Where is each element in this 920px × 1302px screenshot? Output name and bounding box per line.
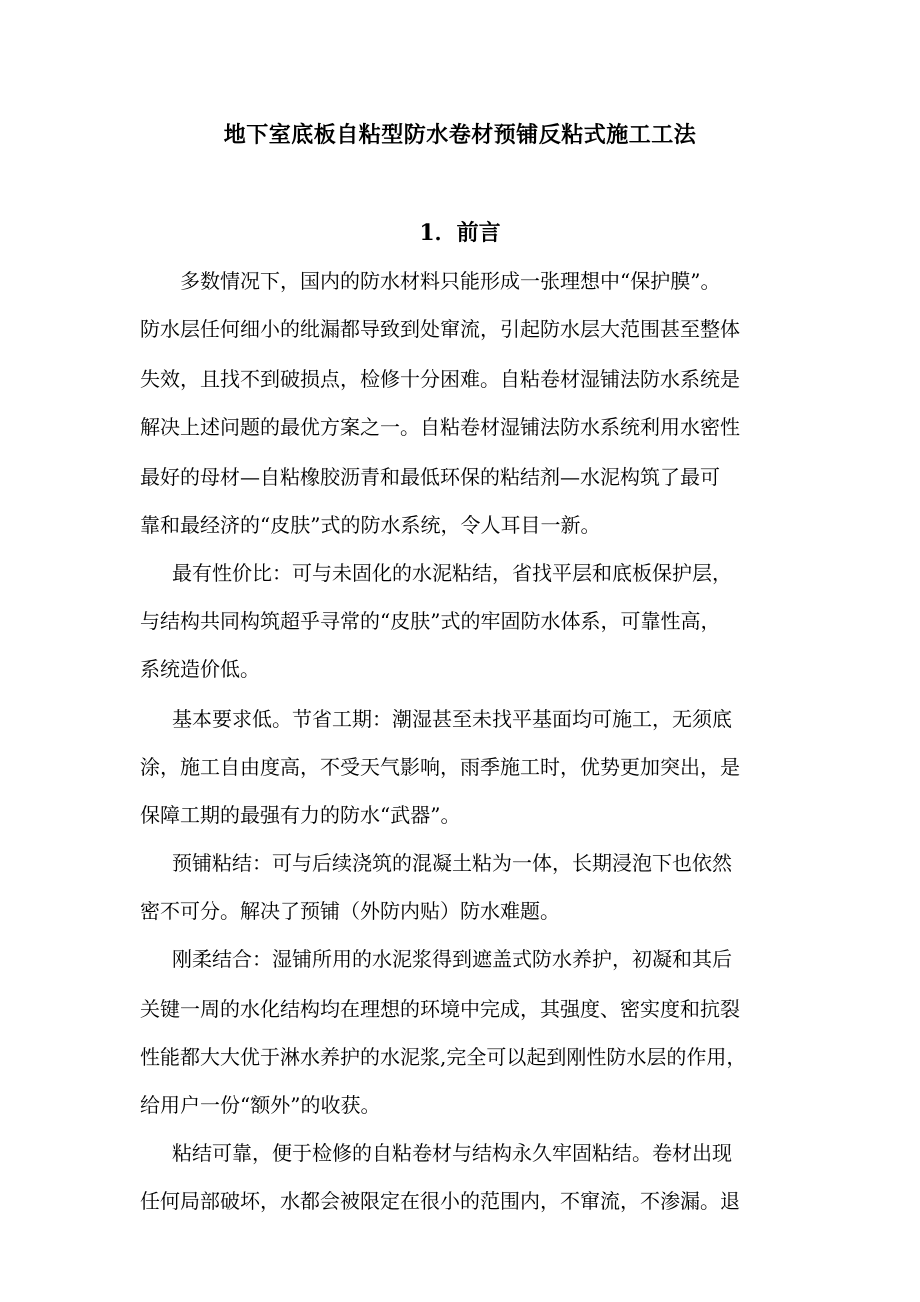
document-title: 地下室底板自粘型防水卷材预铺反粘式施工工法 [223, 122, 697, 148]
paragraph-line: 刚柔结合：湿铺所用的水泥浆得到遮盖式防水养护，初凝和其后 [172, 947, 732, 971]
paragraph-line: 保障工期的最强有力的防水“武器”。 [140, 803, 461, 827]
paragraph-line: 基本要求低。节省工期：潮湿甚至未找平基面均可施工，无须底 [172, 707, 732, 731]
paragraph-line: 涂，施工自由度高，不受天气影响，雨季施工时，优势更加突出，是 [140, 755, 740, 779]
paragraph-line: 给用户一份“额外”的收获。 [140, 1093, 381, 1117]
paragraph-line: 最有性价比：可与未固化的水泥粘结，省找平层和底板保护层， [172, 561, 732, 585]
paragraph-line: 防水层任何细小的纰漏都导致到处窜流，引起防水层大范围甚至整体 [140, 317, 740, 341]
paragraph-line: 系统造价低。 [140, 657, 260, 681]
paragraph-line: 关键一周的水化结构均在理想的环境中完成，其强度、密实度和抗裂 [140, 997, 740, 1021]
paragraph-line: 解决上述问题的最优方案之一。自粘卷材湿铺法防水系统利用水密性 [140, 415, 740, 439]
paragraph-line: 密不可分。解决了预铺（外防内贴）防水难题。 [140, 899, 560, 923]
paragraph-line: 失效，且找不到破损点，检修十分困难。自粘卷材湿铺法防水系统是 [140, 367, 740, 391]
paragraph-line: 预铺粘结：可与后续浇筑的混凝土粘为一体，长期浸泡下也依然 [172, 851, 732, 875]
paragraph-line: 靠和最经济的“皮肤”式的防水系统，令人耳目一新。 [140, 513, 601, 537]
paragraph-line: 多数情况下，国内的防水材料只能形成一张理想中“保护膜”。 [180, 269, 721, 293]
paragraph-line: 与结构共同构筑超乎寻常的“皮肤”式的牢固防水体系，可靠性高， [140, 609, 721, 633]
paragraph-line: 性能都大大优于淋水养护的水泥浆,完全可以起到刚性防水层的作用， [140, 1045, 747, 1069]
paragraph-line: 粘结可靠，便于检修的自粘卷材与结构永久牢固粘结。卷材出现 [172, 1141, 732, 1165]
paragraph-line: 任何局部破坏，水都会被限定在很小的范围内，不窜流，不渗漏。退 [140, 1189, 740, 1213]
section-heading: 1．前言 [419, 220, 501, 246]
paragraph-line: 最好的母材—自粘橡胶沥青和最低环保的粘结剂—水泥构筑了最可 [140, 465, 720, 489]
